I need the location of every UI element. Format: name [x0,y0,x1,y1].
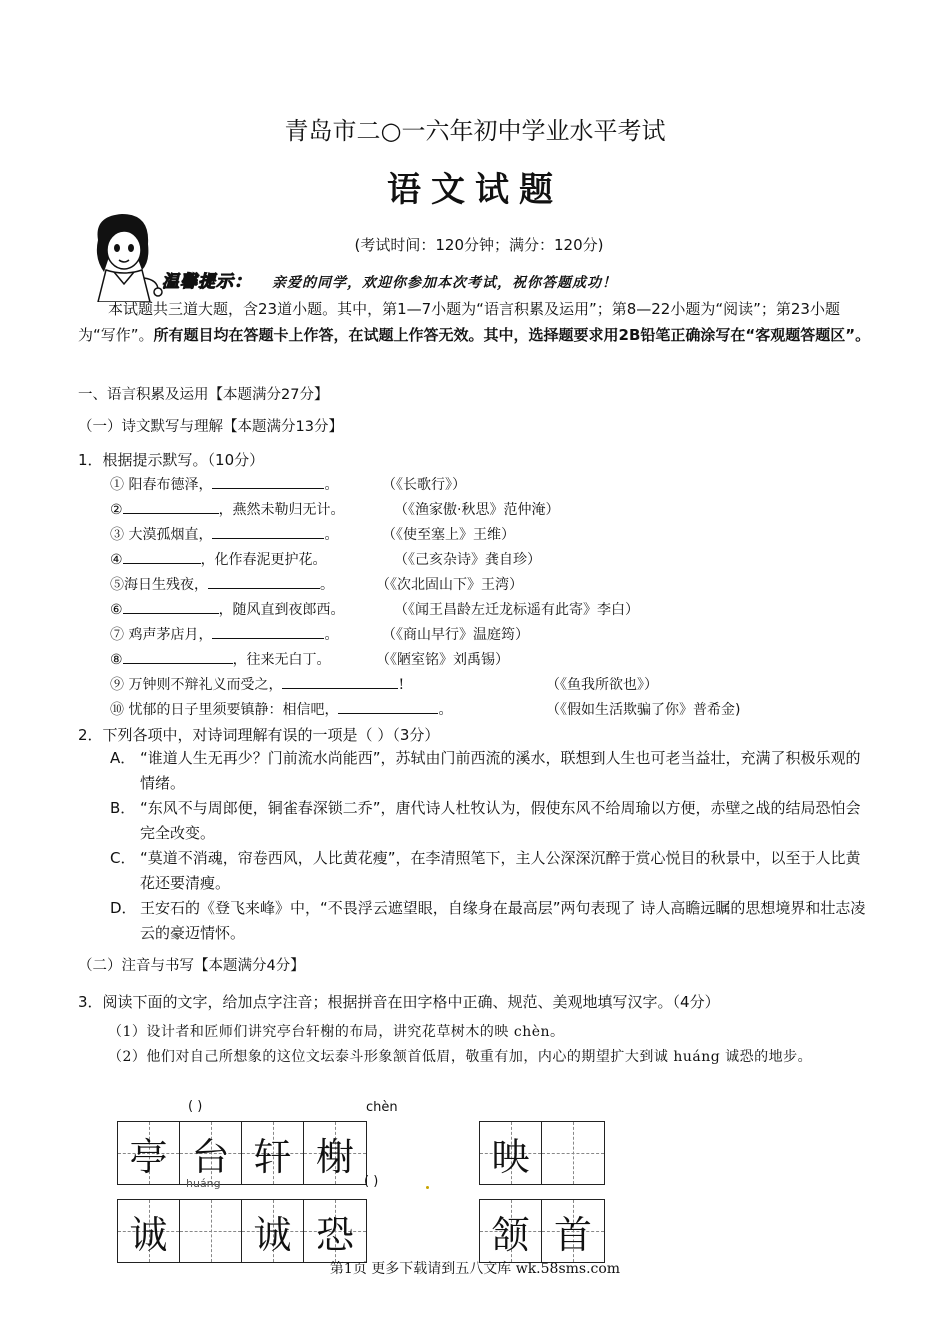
tianzige-grid-2 [479,1121,605,1185]
source-6: （《闻王昌龄左迁龙标遥有此寄》李白） [394,602,639,618]
line-prefix: ⑩ 忧郁的日子里须要镇静：相信吧， [110,702,339,718]
recite-line-10 [110,699,452,719]
option-label: A． [110,749,136,767]
answer-blank[interactable] [212,625,324,639]
option-a[interactable] [110,746,874,796]
recite-line-7 [110,624,338,644]
line-prefix: ② [110,502,123,518]
line-prefix: ⑧ [110,652,123,668]
cartoon-girl-icon [84,210,166,302]
grid-cell-blank[interactable] [542,1122,604,1184]
option-label: B． [110,799,136,817]
line-suffix: 。 [324,527,339,543]
grid-cell: 亭 [118,1122,180,1184]
line-suffix: 。 [320,577,334,593]
grid-cell: 轩 [242,1122,304,1184]
source-9: （《鱼我所欲也》） [546,677,658,693]
tianzige-grid-1 [117,1121,367,1185]
pinyin-paren-1: ( ) [188,1099,203,1114]
option-text: 王安石的《登飞来峰》中，“不畏浮云遮望眼，自缘身在最高层”两句表现了 诗人高瞻远瞩的思想境界和壮志凌云的豪迈情怀。 [140,899,866,942]
source-2: （《渔家傲·秋思》范仲淹） [394,502,560,518]
grid-cell: 恐 [304,1200,366,1262]
recite-line-5 [110,574,334,594]
grid-cell: 诚 [118,1200,180,1262]
tip-badge: 温馨提示： [162,272,252,292]
option-label: D． [110,899,137,917]
tianzige-grid-4 [479,1199,605,1263]
answer-blank[interactable] [338,700,438,714]
intro-paragraph [78,296,874,348]
option-text: “东风不与周郎便，铜雀春深锁二乔”，唐代诗人杜牧认为，假使东风不给周瑜以方便，赤壁之战的结局恐怕会完全改变。 [140,799,861,842]
option-text: “谁道人生无再少？门前流水尚能西”，苏轼由门前西流的溪水，联想到人生也可老当益壮，充满了积极乐观的情绪。 [140,749,861,792]
recite-line-1 [110,474,338,494]
subject-title: 语文试题 [387,170,563,210]
recite-line-6 [110,599,345,619]
option-label: C． [110,849,136,867]
grid-cell: 诚 [242,1200,304,1262]
answer-blank[interactable] [123,650,233,664]
line-prefix: ③ 大漠孤烟直， [110,527,213,543]
grid-cell: 映 [480,1122,542,1184]
recite-line-8 [110,649,331,669]
source-1: （《长歌行》） [382,477,466,493]
source-8: （《陋室铭》刘禹锡） [376,652,509,668]
tip-text: 亲爱的同学，欢迎你参加本次考试，祝你答题成功！ [272,275,617,291]
recite-line-3 [110,524,338,544]
question-3-stem: 3．阅读下面的文字，给加点字注音；根据拼音在田字格中正确、规范、美观地填写汉字。（4分） [78,993,720,1011]
exam-info: (考试时间：120分钟；满分：120分) [354,236,604,254]
exam-title: 青岛市二○一六年初中学业水平考试 [284,117,666,145]
answer-blank[interactable] [123,550,201,564]
line-prefix: ⑨ 万钟则不辩礼义而受之， [110,677,283,693]
grid-cell: 台 [180,1122,242,1184]
marker-dot [426,1186,429,1189]
answer-blank[interactable] [212,475,324,489]
recite-line-4 [110,549,327,569]
source-7: （《商山早行》温庭筠） [382,627,529,643]
grid-cell: 榭 [304,1122,366,1184]
line-suffix: ，燕然未勒归无计。 [218,502,345,518]
option-d[interactable] [110,896,874,946]
question-2-stem: 2．下列各项中，对诗词理解有误的一项是（ ）（3分） [78,726,440,744]
line-suffix: 。 [324,477,339,493]
line-prefix: ⑦ 鸡声茅店月， [110,627,213,643]
line-suffix: ，随风直到夜郎西。 [218,602,345,618]
line-suffix: ! [398,677,405,693]
page-footer: 第1页 更多下载请到五八文库 wk.58sms.com [329,1261,621,1277]
source-4: （《己亥杂诗》龚自珍） [394,552,541,568]
pinyin-huang: huáng [186,1177,221,1190]
line-suffix: ，往来无白丁。 [232,652,331,668]
answer-blank[interactable] [212,525,324,539]
answer-blank[interactable] [123,600,219,614]
grid-cell-blank[interactable] [180,1200,242,1262]
line-suffix: 。 [324,627,339,643]
pinyin-paren-2: ( ) [364,1174,379,1189]
source-5: （《次北固山下》王湾） [376,577,523,593]
answer-blank[interactable] [208,575,320,589]
answer-blank[interactable] [282,675,398,689]
intro-normal: 本试题共三道大题，含23道小题。其中，第1—7小题为“语言积累及运用”；第8—22小题为“阅读”；第23小题为“写作”。 [78,300,840,344]
option-text: “莫道不消魂，帘卷西风，人比黄花瘦”，在李清照笔下，主人公深深沉醉于赏心悦目的秋景中，以至于人比黄花还要清瘦。 [140,849,861,892]
option-c[interactable] [110,846,874,896]
recite-line-2 [110,499,345,519]
line-prefix: ⑤海日生残夜， [110,577,208,593]
subsection-heading-2: （二）注音与书写【本题满分4分】 [78,958,305,974]
question-3-sentence-2: （2）他们对自己所想象的这位文坛泰斗形象颔首低眉，敬重有加，内心的期望扩大到诚 huáng 诚恐的地步。 [108,1049,813,1065]
intro-bold: 所有题目均在答题卡上作答，在试题上作答无效。其中，选择题要求用2B铅笔正确涂写在“客观题答题区”。 [153,326,871,344]
answer-blank[interactable] [123,500,219,514]
grid-cell: 颔 [480,1200,542,1262]
source-10: （《假如生活欺骗了你》普希金) [546,702,741,718]
recite-line-9 [110,674,404,694]
tianzige-grid-3 [117,1199,367,1263]
line-prefix: ① 阳春布德泽， [110,477,213,493]
source-3: （《使至塞上》王维） [382,527,515,543]
question-3-sentence-1: （1）设计者和匠师们讲究亭台轩榭的布局，讲究花草树木的映 chèn。 [108,1024,565,1040]
grid-cell: 首 [542,1200,604,1262]
line-prefix: ⑥ [110,602,123,618]
section-heading: 一、语言积累及运用【本题满分27分】 [78,387,329,403]
line-suffix: 。 [438,702,453,718]
pinyin-chen: chèn [366,1100,398,1115]
line-suffix: ，化作春泥更护花。 [200,552,327,568]
question-1-stem: 1．根据提示默写。（10分） [78,451,265,469]
line-prefix: ④ [110,552,123,568]
option-b[interactable] [110,796,874,846]
subsection-heading-1: （一）诗文默写与理解【本题满分13分】 [78,419,343,435]
